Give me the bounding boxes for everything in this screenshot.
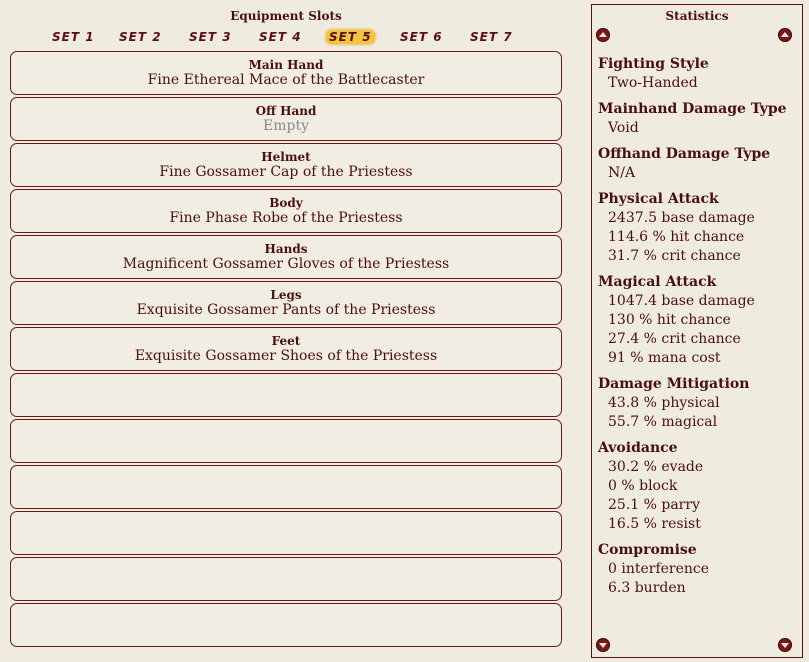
equipment-slot[interactable] xyxy=(10,281,562,325)
set-tabs xyxy=(0,30,572,46)
scroll-up-icon[interactable] xyxy=(597,29,609,41)
stat-heading: Magical Attack xyxy=(598,274,717,290)
stat-section xyxy=(598,190,798,266)
stat-value: 130 % hit chance xyxy=(608,312,731,328)
scroll-up-icon[interactable] xyxy=(779,29,791,41)
equipment-slot[interactable] xyxy=(10,189,562,233)
slot-item-name: Exquisite Gossamer Shoes of the Priestess xyxy=(134,348,438,364)
stat-value: 2437.5 base damage xyxy=(608,210,755,226)
stat-heading: Physical Attack xyxy=(598,191,719,207)
stat-value: 30.2 % evade xyxy=(608,459,704,475)
equipment-slot[interactable] xyxy=(10,51,562,95)
stat-heading: Avoidance xyxy=(598,440,678,456)
equipment-slot[interactable] xyxy=(10,373,562,417)
stat-heading: Mainhand Damage Type xyxy=(598,101,787,117)
stat-section xyxy=(598,55,798,93)
equipment-slot[interactable] xyxy=(10,235,562,279)
slot-label xyxy=(11,558,561,564)
equipment-slot[interactable] xyxy=(10,603,562,647)
equipment-slot[interactable] xyxy=(10,511,562,555)
stat-value: 43.8 % physical xyxy=(608,395,720,411)
slot-label: Helmet xyxy=(261,150,311,164)
equipment-slot[interactable] xyxy=(10,143,562,187)
scroll-down-icon[interactable] xyxy=(779,639,791,651)
stat-value: 27.4 % crit chance xyxy=(608,331,741,347)
slot-label: Legs xyxy=(270,288,302,302)
slot-label xyxy=(11,466,561,472)
tab-set-7[interactable]: SET 7 xyxy=(470,30,513,44)
statistics-panel xyxy=(591,4,803,658)
tab-set-3[interactable]: SET 3 xyxy=(189,30,232,44)
slot-item-name: Empty xyxy=(263,118,309,134)
stat-section xyxy=(598,145,798,183)
equipment-slot[interactable] xyxy=(10,419,562,463)
equipment-slot[interactable] xyxy=(10,465,562,509)
statistics-list xyxy=(598,55,798,605)
stat-section xyxy=(598,375,798,432)
stat-value: 31.7 % crit chance xyxy=(608,248,741,264)
equipment-slot[interactable] xyxy=(10,97,562,141)
slot-item-name: Fine Phase Robe of the Priestess xyxy=(169,210,403,226)
slot-label: Body xyxy=(269,196,303,210)
slot-label xyxy=(11,512,561,518)
tab-set-2[interactable]: SET 2 xyxy=(119,30,162,44)
tab-set-1[interactable]: SET 1 xyxy=(52,30,95,44)
equipment-slot[interactable] xyxy=(10,327,562,371)
stat-value: 0 interference xyxy=(608,561,710,577)
slot-label: Main Hand xyxy=(248,58,324,72)
slot-item-name: Fine Ethereal Mace of the Battlecaster xyxy=(147,72,425,88)
stat-section xyxy=(598,541,798,598)
stat-value: 91 % mana cost xyxy=(608,350,721,366)
stat-heading: Fighting Style xyxy=(598,56,709,72)
equipment-slot-list xyxy=(10,51,562,649)
slot-label: Off Hand xyxy=(255,104,317,118)
stat-value: 6.3 burden xyxy=(608,580,686,596)
stat-value: 55.7 % magical xyxy=(608,414,718,430)
stat-heading: Compromise xyxy=(598,542,697,558)
stat-section xyxy=(598,273,798,368)
tab-set-5[interactable]: SET 5 xyxy=(326,30,375,44)
slot-label: Hands xyxy=(264,242,308,256)
stat-value: 16.5 % resist xyxy=(608,516,701,532)
tab-set-6[interactable]: SET 6 xyxy=(400,30,443,44)
slot-item-name: Exquisite Gossamer Pants of the Priestess xyxy=(136,302,436,318)
stat-value: 1047.4 base damage xyxy=(608,293,755,309)
stat-section xyxy=(598,439,798,534)
stat-value: 114.6 % hit chance xyxy=(608,229,745,245)
stat-section xyxy=(598,100,798,138)
equipment-slot[interactable] xyxy=(10,557,562,601)
stat-value: 25.1 % parry xyxy=(608,497,700,513)
slot-item-name: Fine Gossamer Cap of the Priestess xyxy=(159,164,413,180)
scroll-down-icon[interactable] xyxy=(597,639,609,651)
tab-set-4[interactable]: SET 4 xyxy=(259,30,302,44)
stat-heading: Damage Mitigation xyxy=(598,376,750,392)
slot-label xyxy=(11,374,561,380)
stat-value: N/A xyxy=(608,165,636,181)
slot-item-name: Magnificent Gossamer Gloves of the Priestess xyxy=(122,256,450,272)
stat-value: 0 % block xyxy=(608,478,678,494)
stat-heading: Offhand Damage Type xyxy=(598,146,771,162)
slot-label xyxy=(11,604,561,610)
stat-value: Two-Handed xyxy=(608,75,698,91)
stat-value: Void xyxy=(608,120,639,136)
statistics-title: Statistics xyxy=(665,9,729,23)
equipment-slots-title: Equipment Slots xyxy=(230,9,342,23)
slot-label: Feet xyxy=(271,334,301,348)
slot-label xyxy=(11,420,561,426)
